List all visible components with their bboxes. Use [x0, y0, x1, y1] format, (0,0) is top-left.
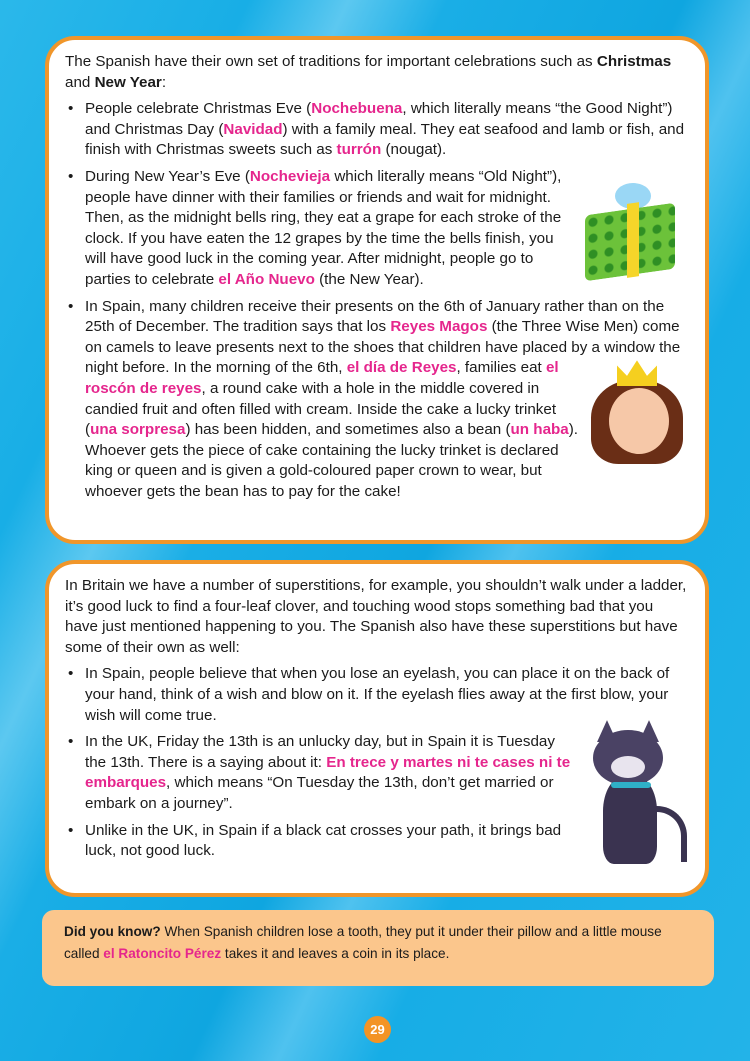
- text-segment: The Spanish have their own set of traditions for important celebrations such as: [65, 53, 597, 70]
- spanish-term: el roscón de reyes: [85, 359, 559, 397]
- spanish-term: el día de Reyes: [346, 359, 457, 377]
- spanish-term: el Año Nuevo: [218, 270, 315, 288]
- spanish-term: Nochevieja: [249, 167, 331, 185]
- text-segment: In Spain, many children receive their presents on the 6th of January rather than on the 25th of December. The tradition says that los: [85, 297, 665, 336]
- text-segment: People celebrate Christmas Eve (: [85, 100, 312, 118]
- text-segment: , families eat: [456, 359, 546, 377]
- text-segment: ) has been hidden, and sometimes also a bean (: [185, 421, 511, 439]
- traditions-intro: [65, 52, 687, 93]
- list-item: [65, 732, 687, 814]
- text-segment: ) with a family meal. They eat seafood and lamb or fish, and finish with Christmas sweets such as: [85, 120, 685, 159]
- text-segment: :: [161, 73, 167, 91]
- bold-text: New Year: [94, 73, 162, 91]
- did-you-know-box: [42, 910, 714, 986]
- text-segment: ). Whoever gets the piece of cake containing the lucky trinket is declared king or queen and is given a gold-coloured paper crown to wear, but whoever gets the bean has to pay for the cake!: [85, 421, 579, 500]
- list-item: [65, 99, 687, 161]
- page-number: 29: [364, 1016, 391, 1043]
- spanish-term: un haba: [510, 421, 569, 439]
- spanish-term: Nochebuena: [311, 100, 403, 118]
- list-item: [65, 821, 687, 862]
- list-item: [65, 167, 687, 291]
- bold-text: Did you know?: [64, 924, 161, 939]
- spanish-term: En trece y martes ni te cases ni te embarques: [85, 753, 571, 792]
- list-item: [65, 664, 687, 726]
- superstitions-list: [65, 664, 687, 861]
- text-segment: In Spain, people believe that when you lose an eyelash, you can place it on the back of your hand, think of a wish and blow on it. If the eyelash flies away at the first blow, your wish will come true.: [85, 665, 670, 724]
- traditions-list: [65, 99, 687, 502]
- text-segment: which literally means “Old Night”), people have dinner with their families or friends and wait for midnight. Then, as the midnight bells ring, they eat a grape for each stroke of the clock. If you have eaten the 12 grapes by the time the bells finish, you will have good luck in the coming year. After midnight, people go to parties to celebrate: [85, 167, 562, 288]
- queen-illustration: [587, 360, 687, 464]
- list-item-text: [85, 168, 561, 288]
- text-segment: In Britain we have a number of superstitions, for example, you shouldn’t walk under a ladder, it’s good luck to find a four-leaf clover, and touching wood stops something bad that you have just mentioned happening to you. The Spanish also have these superstitions but have some of their own as well:: [65, 577, 687, 656]
- text-segment: , a round cake with a hole in the middle covered in candied fruit and often filled with cream. Inside the cake a lucky trinket (: [85, 379, 557, 439]
- text-segment: takes it and leaves a coin in its place.: [221, 946, 450, 961]
- spanish-term: el Ratoncito Pérez: [103, 946, 222, 961]
- list-item: [65, 297, 687, 503]
- superstitions-intro: [65, 576, 687, 658]
- gift-illustration: [579, 183, 687, 279]
- spanish-term: una sorpresa: [90, 421, 186, 439]
- text-segment: , which means “On Tuesday the 13th, don’t get married or embark on a journey”.: [85, 774, 554, 812]
- text-segment: In the UK, Friday the 13th is an unlucky day, but in Spain it is Tuesday the 13th. There is a saying about it:: [85, 733, 555, 771]
- text-segment: During New Year’s Eve (: [85, 167, 250, 185]
- text-segment: and: [65, 73, 95, 91]
- traditions-box: [45, 36, 709, 544]
- text-segment: (nougat).: [381, 141, 447, 159]
- spanish-term: turrón: [336, 141, 382, 159]
- bold-text: Christmas: [596, 53, 672, 70]
- text-segment: (the Three Wise Men) come on camels to leave presents next to the shoes that children have placed by a window the night before. In the morning of the 6th,: [85, 318, 681, 377]
- list-item-text: [85, 298, 680, 500]
- text-segment: (the New Year).: [314, 270, 424, 288]
- text-segment: When Spanish children lose a tooth, they put it under their pillow and a little mouse called: [64, 924, 662, 961]
- spanish-term: Reyes Magos: [390, 318, 488, 336]
- spanish-term: Navidad: [223, 120, 283, 138]
- superstitions-box: [45, 560, 709, 897]
- list-item-text: [85, 733, 570, 812]
- text-segment: Unlike in the UK, in Spain if a black cat crosses your path, it brings bad luck, not good luck.: [85, 821, 562, 860]
- text-segment: , which literally means “the Good Night”) and Christmas Day (: [85, 100, 673, 138]
